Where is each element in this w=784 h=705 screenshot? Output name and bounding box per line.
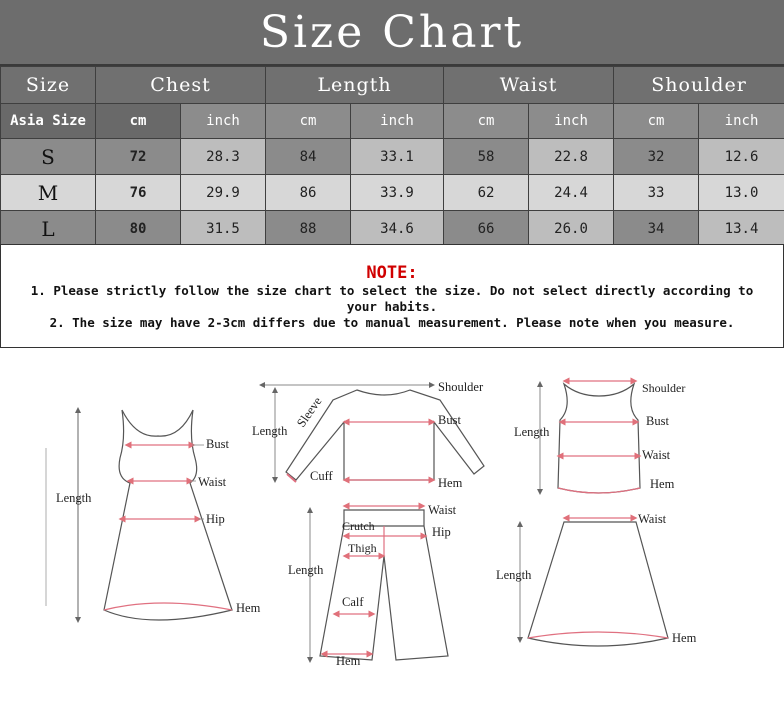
shirt-shoulder-label: Shoulder: [438, 380, 484, 394]
header-size: Size: [1, 67, 96, 104]
page-title: Size Chart: [259, 7, 525, 58]
value-cell: 86: [266, 175, 351, 211]
asia-size-label: Asia Size: [1, 104, 96, 139]
shirt-sleeve-label: Sleeve: [293, 394, 325, 430]
unit-cell: cm: [614, 104, 699, 139]
dress-length-label: Length: [56, 491, 92, 505]
skirt-hem-label: Hem: [672, 631, 697, 645]
tank-shoulder-label: Shoulder: [642, 381, 686, 395]
value-cell: 33: [614, 175, 699, 211]
note-line-1: 1. Please strictly follow the size chart to select the size. Do not select directly according to: [30, 283, 754, 298]
tank-hem-label: Hem: [650, 477, 675, 491]
value-cell: 13.0: [699, 175, 784, 211]
pants-thigh-label: Thigh: [348, 541, 377, 555]
dress-sketch: [46, 410, 232, 620]
value-cell: 22.8: [529, 139, 614, 175]
pants-hip-label: Hip: [432, 525, 451, 539]
value-cell: 58: [444, 139, 529, 175]
value-cell: 12.6: [699, 139, 784, 175]
pants-length-label: Length: [288, 563, 324, 577]
header-row: [1, 67, 784, 104]
dress-waist-label: Waist: [198, 475, 227, 489]
size-cell: S: [1, 139, 96, 175]
garment-sketches: [0, 348, 784, 705]
value-cell: 24.4: [529, 175, 614, 211]
table-row: [1, 139, 784, 175]
size-table: [0, 66, 784, 247]
header-length: Length: [266, 67, 444, 104]
value-cell: 80: [96, 211, 181, 247]
tank-sketch: [540, 381, 640, 493]
table-row: [1, 211, 784, 247]
shirt-hem-label: Hem: [438, 476, 463, 490]
unit-row: [1, 104, 784, 139]
value-cell: 29.9: [181, 175, 266, 211]
pants-calf-label: Calf: [342, 595, 364, 609]
pants-crutch-label: Crutch: [342, 519, 375, 533]
unit-cell: inch: [181, 104, 266, 139]
size-cell: M: [1, 175, 96, 211]
note-box: [0, 244, 784, 348]
shirt-bust-label: Bust: [438, 413, 461, 427]
value-cell: 34: [614, 211, 699, 247]
value-cell: 88: [266, 211, 351, 247]
header-chest: Chest: [96, 67, 266, 104]
value-cell: 13.4: [699, 211, 784, 247]
shirt-length-label: Length: [252, 424, 288, 438]
value-cell: 66: [444, 211, 529, 247]
note-line-1-cont: your habits.: [346, 299, 438, 314]
pants-hem-label: Hem: [336, 654, 361, 668]
value-cell: 72: [96, 139, 181, 175]
tank-waist-label: Waist: [642, 448, 671, 462]
shirt-sketch: [262, 385, 484, 482]
unit-cell: inch: [529, 104, 614, 139]
dress-bust-label: Bust: [206, 437, 229, 451]
title-bar: [0, 0, 784, 66]
value-cell: 32: [614, 139, 699, 175]
unit-cell: cm: [266, 104, 351, 139]
unit-cell: inch: [699, 104, 784, 139]
value-cell: 62: [444, 175, 529, 211]
value-cell: 28.3: [181, 139, 266, 175]
value-cell: 33.9: [351, 175, 444, 211]
value-cell: 33.1: [351, 139, 444, 175]
tank-length-label: Length: [514, 425, 550, 439]
dress-hem-label: Hem: [236, 601, 261, 615]
header-shoulder: Shoulder: [614, 67, 784, 104]
note-title: NOTE:: [366, 263, 418, 283]
value-cell: 84: [266, 139, 351, 175]
skirt-waist-label: Waist: [638, 512, 667, 526]
shirt-cuff-label: Cuff: [310, 469, 333, 483]
pants-waist-label: Waist: [428, 503, 457, 517]
value-cell: 76: [96, 175, 181, 211]
note-line-2: 2. The size may have 2-3cm differs due to manual measurement. Please note when you measure.: [49, 315, 735, 330]
tank-bust-label: Bust: [646, 414, 669, 428]
header-waist: Waist: [444, 67, 614, 104]
skirt-sketch: [520, 518, 668, 646]
value-cell: 26.0: [529, 211, 614, 247]
pants-sketch: [310, 506, 448, 660]
table-row: [1, 175, 784, 211]
dress-hip-label: Hip: [206, 512, 225, 526]
unit-cell: cm: [96, 104, 181, 139]
value-cell: 34.6: [351, 211, 444, 247]
unit-cell: cm: [444, 104, 529, 139]
skirt-length-label: Length: [496, 568, 532, 582]
size-cell: L: [1, 211, 96, 247]
value-cell: 31.5: [181, 211, 266, 247]
measurement-diagram: [0, 348, 784, 705]
unit-cell: inch: [351, 104, 444, 139]
